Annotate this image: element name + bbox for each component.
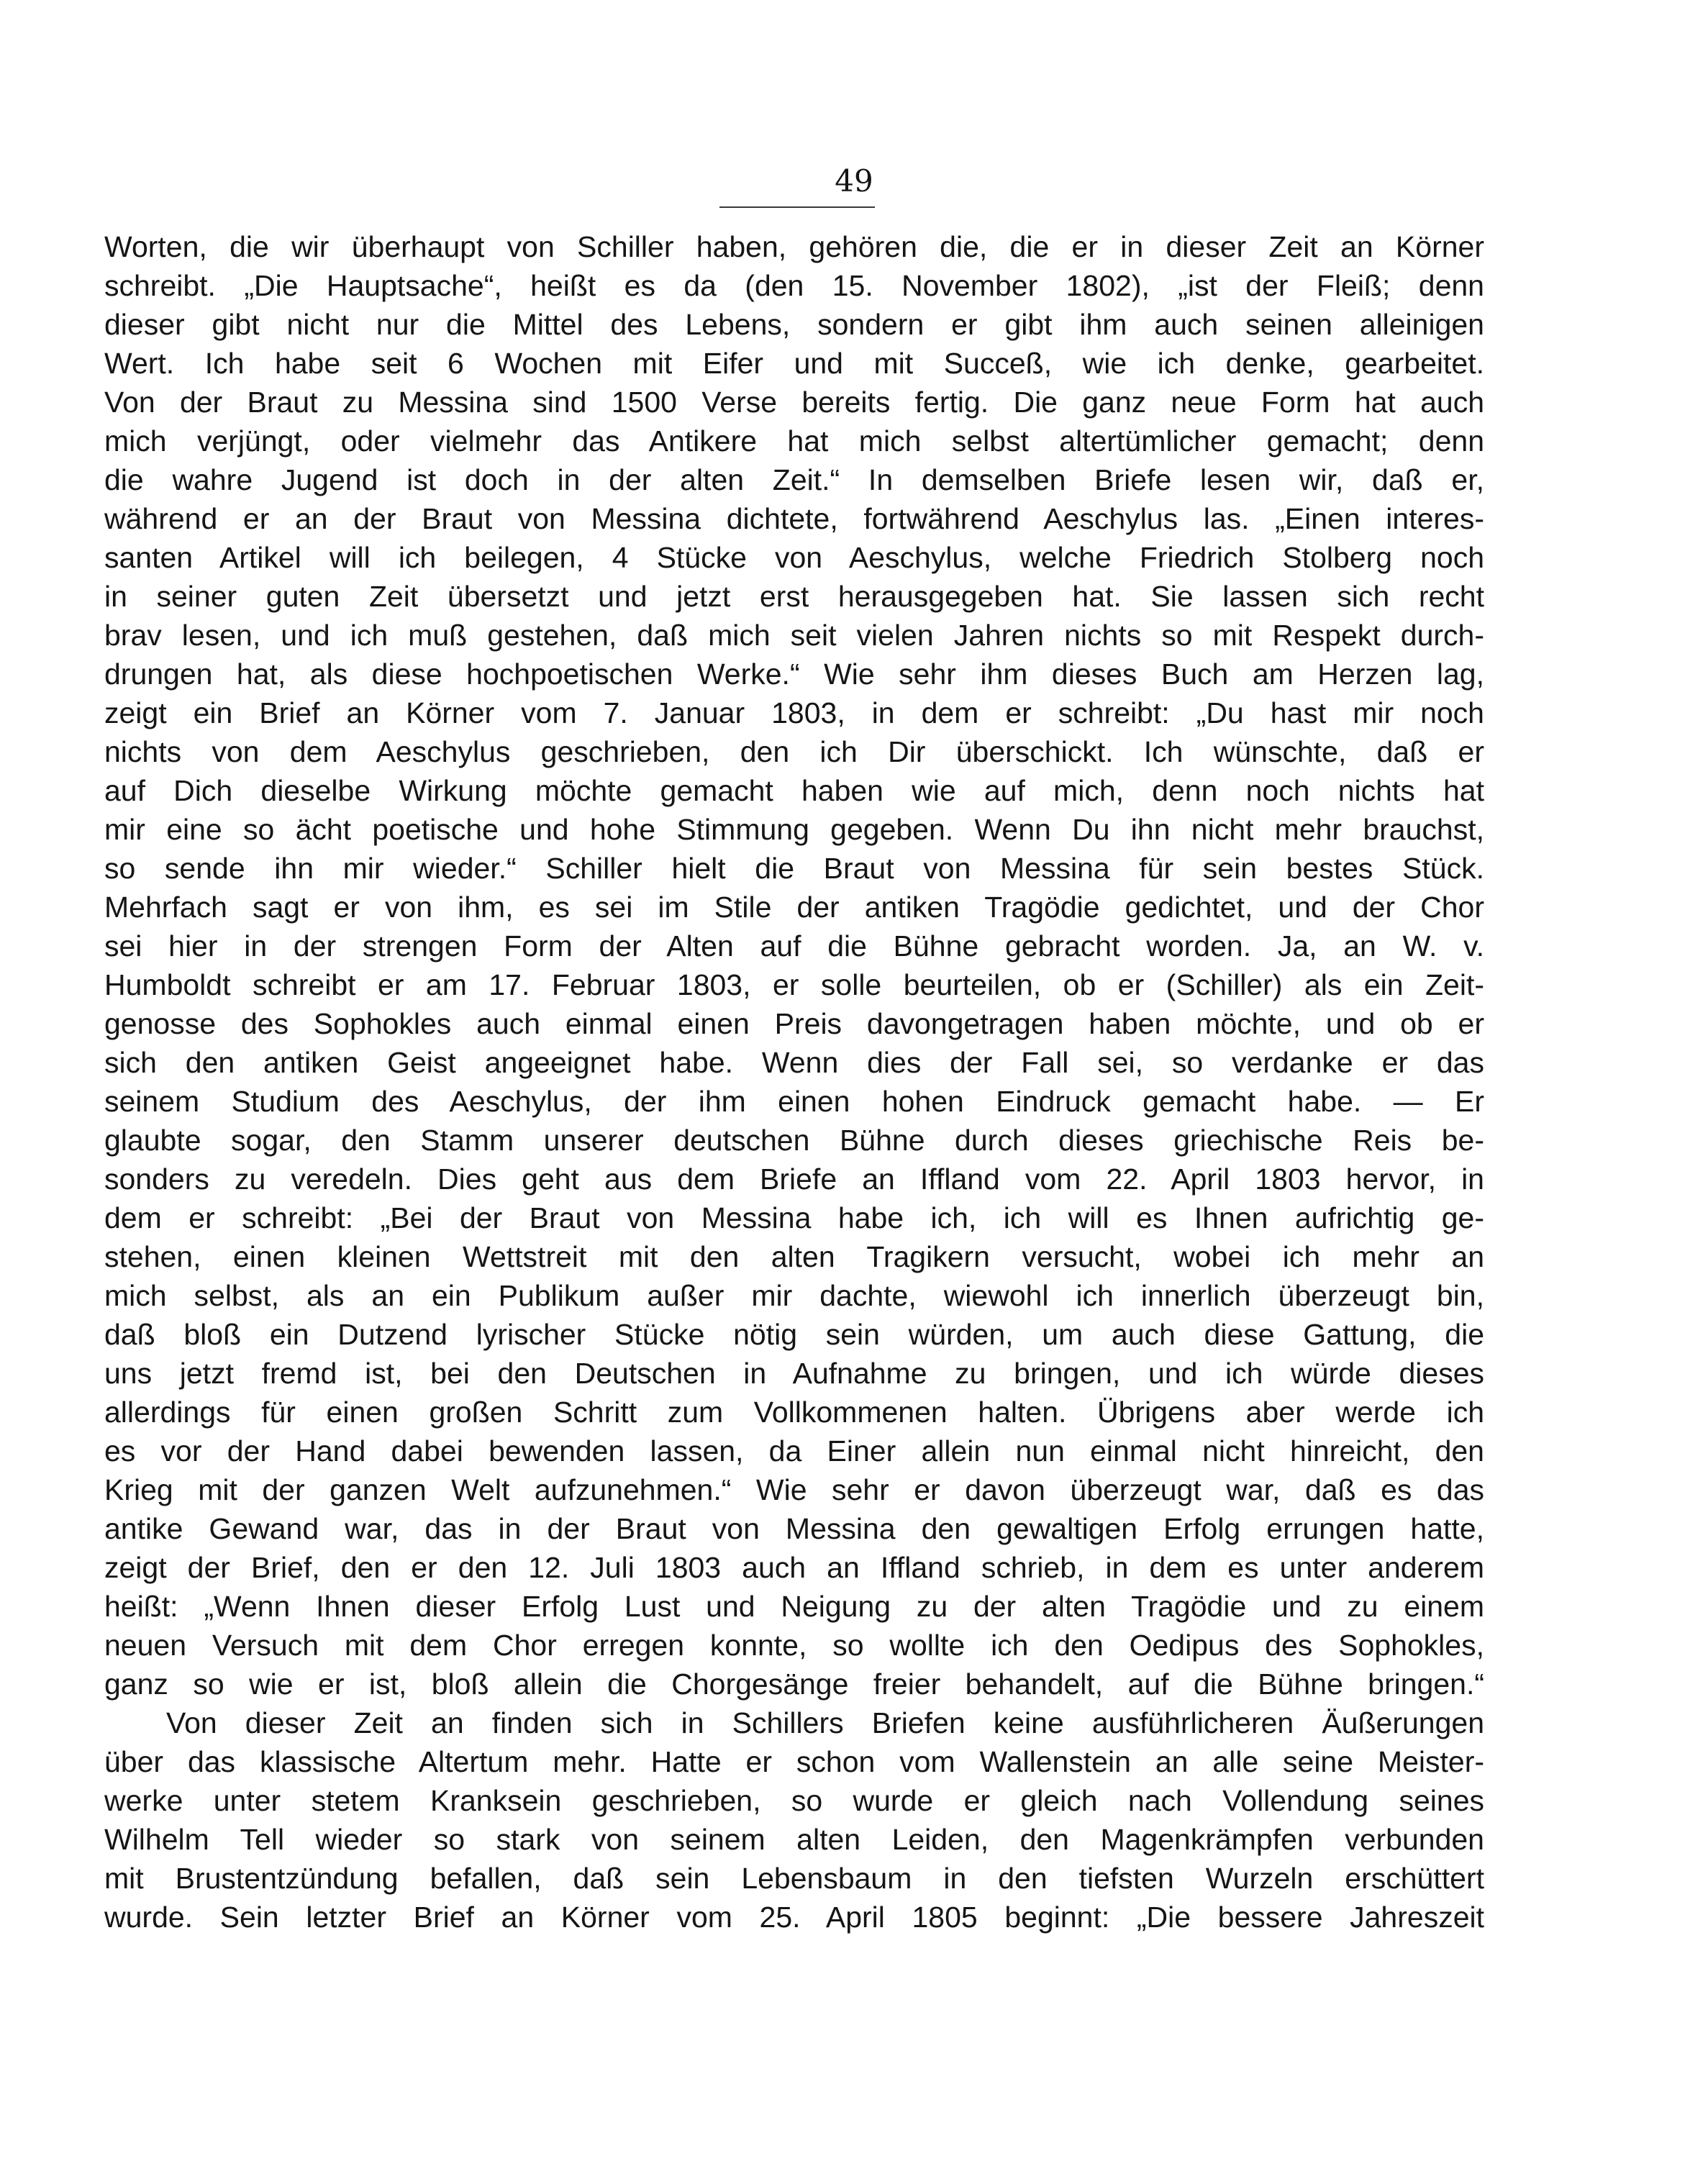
text-line: mich verjüngt, oder vielmehr das Antikere hat mich selbst altertümlicher gemacht; denn xyxy=(104,424,1484,458)
text-line: heißt: „Wenn Ihnen dieser Erfolg Lust und Neigung zu der alten Tragödie und zu einem xyxy=(104,1590,1484,1623)
text-line: Wert. Ich habe seit 6 Wochen mit Eifer und mit Succeß, wie ich denke, gearbeitet. xyxy=(104,347,1484,380)
text-line: genosse des Sophokles auch einmal einen Preis davongetragen haben möchte, und ob er xyxy=(104,1007,1484,1040)
text-line: neuen Versuch mit dem Chor erregen konnte, so wollte ich den Oedipus des Sophokles, xyxy=(104,1629,1484,1662)
text-line: Von dieser Zeit an finden sich in Schillers Briefen keine ausführlicheren Äußerungen xyxy=(166,1706,1484,1739)
text-line: wurde. Sein letzter Brief an Körner vom 25. April 1805 beginnt: „Die bessere Jahreszeit xyxy=(104,1901,1484,1934)
text-line: nichts von dem Aeschylus geschrieben, den ich Dir überschickt. Ich wünschte, daß er xyxy=(104,735,1484,768)
text-line: Humboldt schreibt er am 17. Februar 1803, er solle beurteilen, ob er (Schiller) als ein Zeit- xyxy=(104,968,1484,1001)
text-line: Worten, die wir überhaupt von Schiller haben, gehören die, die er in dieser Zeit an Körner xyxy=(104,230,1484,263)
text-line: mich selbst, als an ein Publikum außer mir dachte, wiewohl ich innerlich überzeugt bin, xyxy=(104,1279,1484,1312)
text-line: glaubte sogar, den Stamm unserer deutschen Bühne durch dieses griechische Reis be- xyxy=(104,1124,1484,1157)
text-line: über das klassische Altertum mehr. Hatte er schon vom Wallenstein an alle seine Meister- xyxy=(104,1745,1484,1778)
text-line: brav lesen, und ich muß gestehen, daß mich seit vielen Jahren nichts so mit Respekt durch- xyxy=(104,619,1484,652)
text-line: zeigt der Brief, den er den 12. Juli 1803 auch an Iffland schrieb, in dem es unter anderem xyxy=(104,1551,1484,1584)
text-line: sich den antiken Geist angeeignet habe. Wenn dies der Fall sei, so verdanke er das xyxy=(104,1046,1484,1079)
text-line: Mehrfach sagt er von ihm, es sei im Stile der antiken Tragödie gedichtet, und der Chor xyxy=(104,891,1484,924)
text-line: so sende ihn mir wieder.“ Schiller hielt die Braut von Messina für sein bestes Stück. xyxy=(104,852,1484,885)
text-line: ganz so wie er ist, bloß allein die Chorgesänge freier behandelt, auf die Bühne bringen.“ xyxy=(104,1667,1484,1701)
text-line: Krieg mit der ganzen Welt aufzunehmen.“ Wie sehr er davon überzeugt war, daß es das xyxy=(104,1473,1484,1506)
text-line: die wahre Jugend ist doch in der alten Zeit.“ In demselben Briefe lesen wir, daß er, xyxy=(104,463,1484,496)
text-line: auf Dich dieselbe Wirkung möchte gemacht haben wie auf mich, denn noch nichts hat xyxy=(104,774,1484,807)
text-line: santen Artikel will ich beilegen, 4 Stücke von Aeschylus, welche Friedrich Stolberg noch xyxy=(104,541,1484,574)
text-line: Von der Braut zu Messina sind 1500 Verse bereits fertig. Die ganz neue Form hat auch xyxy=(104,386,1484,419)
text-line: sonders zu veredeln. Dies geht aus dem Briefe an Iffland vom 22. April 1803 hervor, in xyxy=(104,1162,1484,1196)
text-line: werke unter stetem Kranksein geschrieben, so wurde er gleich nach Vollendung seines xyxy=(104,1784,1484,1817)
text-line: mir eine so ächt poetische und hohe Stimmung gegeben. Wenn Du ihn nicht mehr brauchst, xyxy=(104,813,1484,846)
text-line: in seiner guten Zeit übersetzt und jetzt erst herausgegeben hat. Sie lassen sich recht xyxy=(104,580,1484,613)
text-line: dem er schreibt: „Bei der Braut von Messina habe ich, ich will es Ihnen aufrichtig ge- xyxy=(104,1201,1484,1234)
text-line: stehen, einen kleinen Wettstreit mit den alten Tragikern versucht, wobei ich mehr an xyxy=(104,1240,1484,1273)
body-text xyxy=(104,227,1484,1937)
text-line: es vor der Hand dabei bewenden lassen, da Einer allein nun einmal nicht hinreicht, den xyxy=(104,1434,1484,1468)
text-line: uns jetzt fremd ist, bei den Deutschen in Aufnahme zu bringen, und ich würde dieses xyxy=(104,1357,1484,1390)
text-line: allerdings für einen großen Schritt zum Vollkommenen halten. Übrigens aber werde ich xyxy=(104,1396,1484,1429)
text-line: seinem Studium des Aeschylus, der ihm einen hohen Eindruck gemacht habe. — Er xyxy=(104,1085,1484,1118)
text-line: während er an der Braut von Messina dichtete, fortwährend Aeschylus las. „Einen interes- xyxy=(104,502,1484,535)
text-line: sei hier in der strengen Form der Alten auf die Bühne gebracht worden. Ja, an W. v. xyxy=(104,929,1484,963)
text-line: Wilhelm Tell wieder so stark von seinem alten Leiden, den Magenkrämpfen verbunden xyxy=(104,1823,1484,1856)
text-line: zeigt ein Brief an Körner vom 7. Januar 1803, in dem er schreibt: „Du hast mir noch xyxy=(104,696,1484,729)
text-line: schreibt. „Die Hauptsache“, heißt es da (den 15. November 1802), „ist der Fleiß; denn xyxy=(104,269,1484,302)
page-number-rule xyxy=(719,206,875,208)
text-line: drungen hat, als diese hochpoetischen Werke.“ Wie sehr ihm dieses Buch am Herzen lag, xyxy=(104,658,1484,691)
page-number: 49 xyxy=(835,163,873,199)
text-line: dieser gibt nicht nur die Mittel des Lebens, sondern er gibt ihm auch seinen alleinigen xyxy=(104,308,1484,341)
text-line: daß bloß ein Dutzend lyrischer Stücke nötig sein würden, um auch diese Gattung, die xyxy=(104,1318,1484,1351)
text-line: antike Gewand war, das in der Braut von Messina den gewaltigen Erfolg errungen hatte, xyxy=(104,1512,1484,1545)
text-line: mit Brustentzündung befallen, daß sein Lebensbaum in den tiefsten Wurzeln erschüttert xyxy=(104,1862,1484,1895)
